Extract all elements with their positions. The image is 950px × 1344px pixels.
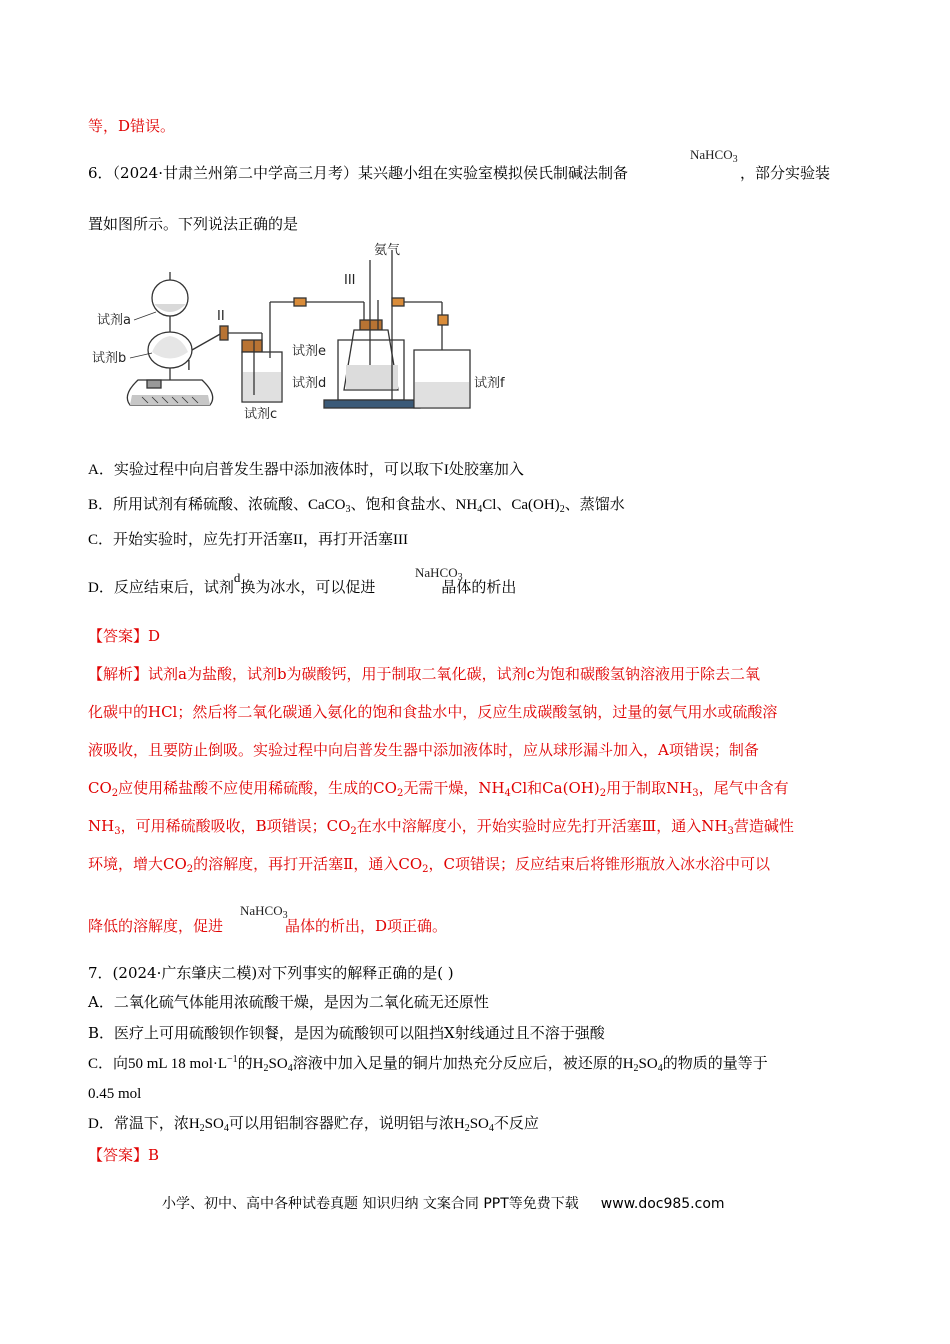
q6-option-d-formula: NaHCO$_3$	[415, 565, 463, 583]
q6-analysis-line3: 液吸收，且要防止倒吸。实验过程中向启普发生器中添加液体时，应从球形漏斗加入，A项错误；制备	[88, 741, 759, 759]
label-reagent-d: 试剂d	[292, 376, 327, 391]
previous-answer-tail: 等，D错误。	[88, 117, 176, 135]
q7-option-d: D．常温下，浓$H_2SO_4$可以用铝制容器贮存，说明铝与浓$H_2SO_4$不反应	[88, 1116, 539, 1134]
page-footer	[162, 1193, 725, 1213]
q6-answer: 【答案】D	[88, 627, 161, 645]
label-valve-III: III	[344, 273, 356, 288]
q7-answer: 【答案】B	[88, 1146, 160, 1164]
absorption-beaker-f	[414, 302, 470, 408]
apparatus-figure	[92, 240, 522, 425]
q7-option-c-line2: 0.45 mol	[88, 1086, 142, 1102]
q6-option-a: A．实验过程中向启普发生器中添加液体时，可以取下I处胶塞加入	[88, 462, 524, 478]
q7-option-b: B．医疗上可用硫酸钡作钡餐，是因为硫酸钡可以阻挡X射线通过且不溶于强酸	[88, 1024, 605, 1042]
label-valve-II: II	[217, 309, 225, 324]
q6-option-d-reagent: d	[233, 570, 241, 585]
q7-option-a: A．二氧化硫气体能用浓硫酸干燥，是因为二氧化硫无还原性	[88, 993, 489, 1011]
label-reagent-a: 试剂a	[97, 313, 131, 328]
q6-analysis-line1: 【解析】试剂a为盐酸，试剂b为碳酸钙，用于制取二氧化碳，试剂c为饱和碳酸氢钠溶液用于除去二氧	[88, 665, 760, 683]
label-ammonia: 氨气	[374, 243, 401, 258]
label-reagent-f: 试剂f	[474, 376, 505, 391]
q6-analysis-line2: 化碳中的HCl；然后将二氧化碳通入氨化的饱和食盐水中，反应生成碳酸氢钠，过量的氨气用水或硫酸溶	[88, 703, 778, 721]
q6-analysis-line5: $NH_3$，可用稀硫酸吸收，B项错误；$CO_2$在水中溶解度小，开始实验时应先打开活塞Ⅲ，通入$NH_3$营造碱性	[88, 817, 794, 837]
q6-stem-line2: 置如图所示。下列说法正确的是	[88, 215, 299, 233]
label-reagent-b: 试剂b	[92, 351, 127, 366]
q6-option-c: C．开始实验时，应先打开活塞II，再打开活塞III	[88, 532, 408, 548]
q6-formula-nahco3: NaHCO$_3$	[690, 147, 738, 165]
q6-analysis-line4: $CO_2$应使用稀盐酸不应使用稀硫酸，生成的$CO_2$无需干燥，$NH_4Cl$和$Ca(OH)_2$用于制取$NH_3$，尾气中含有	[88, 779, 789, 799]
q7-option-c: C．向50 mL 18 $mol\cdot L^{-1}$的$H_2SO_4$溶液中加入足量的铜片加热充分反应后，被还原的$H_2SO_4$的物质的量等于	[88, 1054, 768, 1074]
q6-stem-line1	[88, 163, 830, 183]
q6-analysis-line7: 降低的溶解度，促进 晶体的析出，D项正确。	[88, 917, 448, 935]
q6-stem-text-b: ，部分实验装	[740, 164, 831, 182]
q6-analysis-formula: NaHCO$_3$	[240, 903, 288, 921]
q6-analysis-line6: 环境，增大$CO_2$的溶解度，再打开活塞Ⅱ，通入$CO_2$，C项错误；反应结束后将锥形瓶放入冰水浴中可以	[88, 855, 770, 875]
label-stopper-I: I	[187, 359, 191, 374]
q7-stem: 7．(2024·广东肇庆二模)对下列事实的解释正确的是( )	[88, 964, 454, 982]
q6-option-b: B．所用试剂有稀硫酸、浓硫酸、CaCO$_3$、饱和食盐水、$NH_4Cl$、$Ca(OH)_2$、蒸馏水	[88, 497, 625, 515]
label-reagent-c: 试剂c	[244, 407, 278, 422]
label-reagent-e: 试剂e	[292, 344, 326, 359]
q6-option-d: D．反应结束后，试剂d换为冰水，可以促进 晶体的析出	[88, 570, 517, 596]
wash-bottle-c	[242, 333, 282, 402]
q6-stem-text-a: 6．（2024·甘肃兰州第二中学高三月考）某兴趣小组在实验室模拟侯氏制碱法制备	[88, 164, 628, 182]
footer-url[interactable]: www.doc985.com	[600, 1196, 725, 1212]
footer-text: 小学、初中、高中各种试卷真题 知识归纳 文案合同 PPT等免费下载	[162, 1196, 579, 1212]
